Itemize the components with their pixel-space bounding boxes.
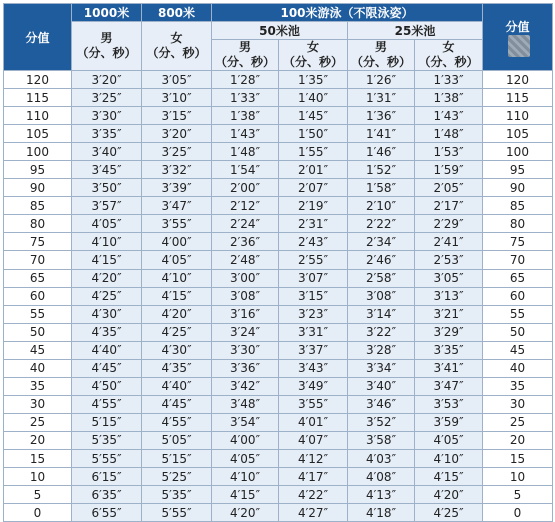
cell-swim-50-female: 3′43″ (279, 359, 348, 377)
cell-score-right: 70 (483, 251, 553, 269)
cell-swim-25-male: 3′28″ (348, 341, 415, 359)
cell-swim-25-female: 3′53″ (415, 395, 483, 413)
cell-swim-50-female: 4′27″ (279, 504, 348, 522)
table-row (4, 107, 553, 125)
cell-run-1000m-male: 3′30″ (72, 107, 142, 125)
cell-swim-25-female: 1′38″ (415, 89, 483, 107)
cell-swim-25-female: 1′43″ (415, 107, 483, 125)
cell-swim-50-female: 2′55″ (279, 251, 348, 269)
cell-swim-25-male: 3′40″ (348, 377, 415, 395)
cell-swim-50-male: 1′28″ (212, 71, 279, 89)
cell-swim-25-female: 3′13″ (415, 287, 483, 305)
cell-run-800m-female: 3′15″ (142, 107, 212, 125)
cell-swim-25-female: 3′41″ (415, 359, 483, 377)
cell-run-800m-female: 5′15″ (142, 449, 212, 467)
cell-run-800m-female: 3′55″ (142, 215, 212, 233)
cell-run-1000m-male: 6′15″ (72, 468, 142, 486)
cell-score-right: 110 (483, 107, 553, 125)
cell-swim-50-female: 2′01″ (279, 161, 348, 179)
cell-score-left: 95 (4, 161, 72, 179)
cell-swim-25-male: 1′58″ (348, 179, 415, 197)
cell-swim-25-female: 2′41″ (415, 233, 483, 251)
cell-swim-25-male: 2′34″ (348, 233, 415, 251)
cell-swim-25-male: 1′52″ (348, 161, 415, 179)
cell-score-left: 0 (4, 504, 72, 522)
cell-run-1000m-male: 6′35″ (72, 486, 142, 504)
cell-run-1000m-male: 3′50″ (72, 179, 142, 197)
score-table-frame (3, 3, 552, 520)
cell-run-1000m-male: 3′45″ (72, 161, 142, 179)
cell-swim-25-male: 3′52″ (348, 413, 415, 431)
cell-score-left: 40 (4, 359, 72, 377)
cell-swim-50-male: 1′33″ (212, 89, 279, 107)
header-male-label: 男 (100, 31, 113, 45)
table-row (4, 269, 553, 287)
cell-run-800m-female: 3′25″ (142, 143, 212, 161)
cell-run-1000m-male: 5′35″ (72, 431, 142, 449)
cell-run-800m-female: 3′32″ (142, 161, 212, 179)
cell-score-left: 120 (4, 71, 72, 89)
cell-swim-50-male: 4′05″ (212, 449, 279, 467)
cell-swim-50-female: 1′35″ (279, 71, 348, 89)
cell-run-1000m-male: 4′35″ (72, 323, 142, 341)
cell-swim-50-male: 3′48″ (212, 395, 279, 413)
cell-run-1000m-male: 4′40″ (72, 341, 142, 359)
cell-score-left: 100 (4, 143, 72, 161)
cell-swim-25-female: 4′20″ (415, 486, 483, 504)
header-score-right (483, 4, 553, 71)
cell-swim-25-female: 1′53″ (415, 143, 483, 161)
cell-run-1000m-male: 3′35″ (72, 125, 142, 143)
table-row (4, 161, 553, 179)
cell-swim-50-male: 4′20″ (212, 504, 279, 522)
cell-swim-25-male: 2′46″ (348, 251, 415, 269)
cell-run-800m-female: 3′10″ (142, 89, 212, 107)
cell-run-800m-female: 4′40″ (142, 377, 212, 395)
cell-swim-50-male: 3′30″ (212, 341, 279, 359)
cell-run-800m-female: 4′45″ (142, 395, 212, 413)
cell-score-right: 65 (483, 269, 553, 287)
header-1000m: 1000米 (72, 4, 142, 22)
cell-score-left: 10 (4, 468, 72, 486)
table-row (4, 197, 553, 215)
header-800m: 800米 (142, 4, 212, 22)
header-unit-label: （分、秒） (146, 46, 207, 60)
cell-swim-25-female: 3′47″ (415, 377, 483, 395)
cell-swim-25-male: 2′10″ (348, 197, 415, 215)
header-unit-label: （分、秒） (76, 46, 137, 60)
cell-swim-50-male: 1′38″ (212, 107, 279, 125)
cell-swim-50-male: 2′00″ (212, 179, 279, 197)
cell-swim-50-female: 4′17″ (279, 468, 348, 486)
score-table (3, 3, 553, 522)
cell-score-left: 105 (4, 125, 72, 143)
table-row (4, 431, 553, 449)
cell-run-1000m-male: 4′20″ (72, 269, 142, 287)
cell-swim-50-male: 3′24″ (212, 323, 279, 341)
cell-score-left: 115 (4, 89, 72, 107)
cell-run-800m-female: 4′20″ (142, 305, 212, 323)
cell-swim-25-female: 3′59″ (415, 413, 483, 431)
header-female-label: 女 (306, 40, 319, 54)
header-score-right-label: 分值 (505, 19, 530, 34)
cell-swim-25-female: 3′29″ (415, 323, 483, 341)
cell-swim-25-male: 3′14″ (348, 305, 415, 323)
cell-swim-25-male: 1′36″ (348, 107, 415, 125)
cell-run-1000m-male: 4′15″ (72, 251, 142, 269)
header-female-label: 女 (442, 40, 455, 54)
cell-swim-25-female: 2′05″ (415, 179, 483, 197)
table-row (4, 468, 553, 486)
cell-swim-25-female: 1′59″ (415, 161, 483, 179)
cell-swim-50-male: 4′00″ (212, 431, 279, 449)
header-50-female (279, 40, 348, 71)
cell-swim-50-female: 2′43″ (279, 233, 348, 251)
cell-run-800m-female: 4′00″ (142, 233, 212, 251)
cell-run-800m-female: 4′35″ (142, 359, 212, 377)
cell-score-right: 25 (483, 413, 553, 431)
cell-swim-50-female: 3′55″ (279, 395, 348, 413)
cell-score-right: 75 (483, 233, 553, 251)
cell-run-1000m-male: 4′45″ (72, 359, 142, 377)
table-row (4, 449, 553, 467)
cell-score-left: 65 (4, 269, 72, 287)
cell-run-800m-female: 4′10″ (142, 269, 212, 287)
cell-score-right: 20 (483, 431, 553, 449)
cell-run-1000m-male: 4′30″ (72, 305, 142, 323)
table-row (4, 413, 553, 431)
cell-score-left: 85 (4, 197, 72, 215)
cell-run-1000m-male: 3′20″ (72, 71, 142, 89)
cell-swim-25-male: 4′08″ (348, 468, 415, 486)
cell-score-left: 80 (4, 215, 72, 233)
cell-score-right: 30 (483, 395, 553, 413)
cell-score-right: 10 (483, 468, 553, 486)
cell-swim-50-female: 3′31″ (279, 323, 348, 341)
table-row (4, 504, 553, 522)
cell-run-800m-female: 4′15″ (142, 287, 212, 305)
cell-swim-50-male: 2′12″ (212, 197, 279, 215)
cell-swim-25-male: 3′58″ (348, 431, 415, 449)
header-female-label: 女 (170, 31, 183, 45)
cell-swim-25-female: 4′25″ (415, 504, 483, 522)
table-row (4, 359, 553, 377)
cell-swim-50-male: 4′10″ (212, 468, 279, 486)
cell-run-800m-female: 5′05″ (142, 431, 212, 449)
cell-run-1000m-male: 4′25″ (72, 287, 142, 305)
cell-run-800m-female: 4′55″ (142, 413, 212, 431)
cell-swim-50-female: 1′55″ (279, 143, 348, 161)
score-table-body (4, 71, 553, 522)
cell-swim-25-male: 3′34″ (348, 359, 415, 377)
cell-run-800m-female: 4′05″ (142, 251, 212, 269)
table-row (4, 395, 553, 413)
cell-swim-50-female: 3′23″ (279, 305, 348, 323)
cell-swim-50-male: 3′16″ (212, 305, 279, 323)
header-score-left: 分值 (4, 4, 72, 71)
cell-run-1000m-male: 3′40″ (72, 143, 142, 161)
cell-run-1000m-male: 3′57″ (72, 197, 142, 215)
cell-swim-25-male: 4′03″ (348, 449, 415, 467)
cell-swim-25-female: 4′10″ (415, 449, 483, 467)
cell-swim-50-female: 3′07″ (279, 269, 348, 287)
cell-swim-25-female: 4′15″ (415, 468, 483, 486)
cell-run-800m-female: 5′55″ (142, 504, 212, 522)
cell-score-right: 105 (483, 125, 553, 143)
cell-swim-50-female: 1′50″ (279, 125, 348, 143)
cell-swim-50-female: 1′45″ (279, 107, 348, 125)
table-row (4, 486, 553, 504)
cell-score-right: 0 (483, 504, 553, 522)
cell-swim-50-male: 1′43″ (212, 125, 279, 143)
cell-swim-25-female: 4′05″ (415, 431, 483, 449)
cell-run-1000m-male: 3′25″ (72, 89, 142, 107)
cell-score-left: 60 (4, 287, 72, 305)
cell-score-left: 70 (4, 251, 72, 269)
table-row (4, 215, 553, 233)
cell-swim-25-male: 3′22″ (348, 323, 415, 341)
cell-score-left: 5 (4, 486, 72, 504)
table-row (4, 305, 553, 323)
cell-score-left: 50 (4, 323, 72, 341)
cell-swim-25-male: 2′58″ (348, 269, 415, 287)
cell-swim-25-male: 1′26″ (348, 71, 415, 89)
header-800m-sub (142, 22, 212, 71)
cell-swim-50-female: 4′07″ (279, 431, 348, 449)
header-unit-label: （分、秒） (350, 55, 411, 69)
blurred-logo-icon (508, 35, 530, 57)
cell-swim-25-male: 1′41″ (348, 125, 415, 143)
cell-score-right: 100 (483, 143, 553, 161)
cell-run-800m-female: 5′25″ (142, 468, 212, 486)
cell-run-800m-female: 4′25″ (142, 323, 212, 341)
cell-swim-25-male: 2′22″ (348, 215, 415, 233)
table-row (4, 71, 553, 89)
table-row (4, 233, 553, 251)
cell-run-800m-female: 5′35″ (142, 486, 212, 504)
header-unit-label: （分、秒） (214, 55, 275, 69)
cell-run-800m-female: 3′20″ (142, 125, 212, 143)
cell-swim-50-male: 3′42″ (212, 377, 279, 395)
header-unit-label: （分、秒） (418, 55, 479, 69)
cell-score-right: 120 (483, 71, 553, 89)
cell-swim-50-female: 3′15″ (279, 287, 348, 305)
cell-score-right: 90 (483, 179, 553, 197)
table-row (4, 125, 553, 143)
table-row (4, 143, 553, 161)
cell-run-1000m-male: 5′15″ (72, 413, 142, 431)
cell-run-800m-female: 3′05″ (142, 71, 212, 89)
cell-score-right: 5 (483, 486, 553, 504)
cell-score-right: 80 (483, 215, 553, 233)
cell-swim-50-male: 4′15″ (212, 486, 279, 504)
cell-swim-50-male: 2′36″ (212, 233, 279, 251)
cell-run-1000m-male: 4′50″ (72, 377, 142, 395)
cell-swim-50-female: 1′40″ (279, 89, 348, 107)
cell-swim-50-male: 3′00″ (212, 269, 279, 287)
header-swim: 100米游泳（不限泳姿） (212, 4, 483, 22)
header-pool-50: 50米池 (212, 22, 348, 40)
cell-run-1000m-male: 5′55″ (72, 449, 142, 467)
cell-score-left: 90 (4, 179, 72, 197)
cell-score-right: 60 (483, 287, 553, 305)
cell-run-800m-female: 3′47″ (142, 197, 212, 215)
cell-swim-25-female: 2′17″ (415, 197, 483, 215)
cell-swim-50-male: 3′54″ (212, 413, 279, 431)
cell-run-800m-female: 4′30″ (142, 341, 212, 359)
cell-swim-50-male: 3′36″ (212, 359, 279, 377)
header-50-male (212, 40, 279, 71)
cell-swim-50-male: 2′24″ (212, 215, 279, 233)
cell-run-800m-female: 3′39″ (142, 179, 212, 197)
cell-score-right: 50 (483, 323, 553, 341)
cell-swim-25-male: 4′13″ (348, 486, 415, 504)
table-row (4, 179, 553, 197)
cell-score-left: 35 (4, 377, 72, 395)
header-25-male (348, 40, 415, 71)
cell-swim-50-female: 4′01″ (279, 413, 348, 431)
cell-score-right: 15 (483, 449, 553, 467)
cell-swim-50-female: 4′12″ (279, 449, 348, 467)
table-row (4, 323, 553, 341)
cell-swim-25-female: 2′53″ (415, 251, 483, 269)
table-row (4, 287, 553, 305)
header-male-label: 男 (238, 40, 251, 54)
cell-swim-50-female: 3′49″ (279, 377, 348, 395)
cell-swim-25-female: 1′48″ (415, 125, 483, 143)
table-row (4, 341, 553, 359)
cell-score-right: 35 (483, 377, 553, 395)
cell-swim-50-female: 2′19″ (279, 197, 348, 215)
cell-score-right: 85 (483, 197, 553, 215)
cell-score-right: 115 (483, 89, 553, 107)
header-pool-25: 25米池 (348, 22, 483, 40)
cell-swim-25-male: 4′18″ (348, 504, 415, 522)
header-male-label: 男 (374, 40, 387, 54)
cell-score-right: 40 (483, 359, 553, 377)
cell-score-left: 45 (4, 341, 72, 359)
cell-swim-25-female: 2′29″ (415, 215, 483, 233)
cell-swim-50-male: 1′48″ (212, 143, 279, 161)
cell-score-left: 15 (4, 449, 72, 467)
cell-score-left: 55 (4, 305, 72, 323)
cell-run-1000m-male: 4′10″ (72, 233, 142, 251)
table-row (4, 377, 553, 395)
cell-score-left: 110 (4, 107, 72, 125)
cell-swim-50-male: 1′54″ (212, 161, 279, 179)
cell-score-left: 25 (4, 413, 72, 431)
cell-swim-50-female: 4′22″ (279, 486, 348, 504)
cell-score-left: 75 (4, 233, 72, 251)
cell-swim-25-female: 3′21″ (415, 305, 483, 323)
cell-swim-50-male: 2′48″ (212, 251, 279, 269)
header-unit-label: （分、秒） (282, 55, 343, 69)
table-row (4, 251, 553, 269)
header-1000m-sub (72, 22, 142, 71)
cell-swim-50-female: 3′37″ (279, 341, 348, 359)
cell-swim-50-female: 2′31″ (279, 215, 348, 233)
cell-swim-50-male: 3′08″ (212, 287, 279, 305)
cell-score-right: 45 (483, 341, 553, 359)
cell-run-1000m-male: 4′05″ (72, 215, 142, 233)
cell-swim-25-female: 3′35″ (415, 341, 483, 359)
cell-swim-25-male: 3′46″ (348, 395, 415, 413)
cell-swim-25-male: 1′46″ (348, 143, 415, 161)
cell-run-1000m-male: 6′55″ (72, 504, 142, 522)
cell-run-1000m-male: 4′55″ (72, 395, 142, 413)
cell-score-left: 20 (4, 431, 72, 449)
cell-score-left: 30 (4, 395, 72, 413)
cell-score-right: 95 (483, 161, 553, 179)
cell-swim-25-male: 1′31″ (348, 89, 415, 107)
cell-score-right: 55 (483, 305, 553, 323)
cell-swim-25-female: 3′05″ (415, 269, 483, 287)
cell-swim-25-female: 1′33″ (415, 71, 483, 89)
table-row (4, 89, 553, 107)
header-25-female (415, 40, 483, 71)
cell-swim-50-female: 2′07″ (279, 179, 348, 197)
cell-swim-25-male: 3′08″ (348, 287, 415, 305)
